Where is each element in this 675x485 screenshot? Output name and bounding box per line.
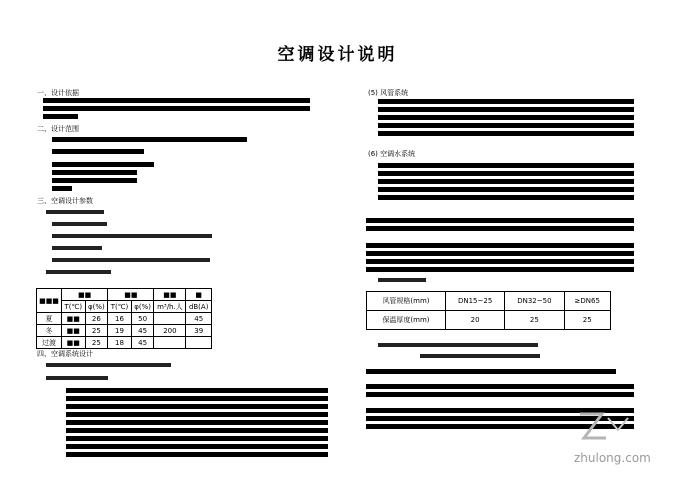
- table-row: 夏 ■■ 26 16 50 45: [37, 313, 212, 325]
- right-subheading: [378, 278, 426, 283]
- outdoor-param-line: [52, 234, 212, 239]
- section-4-body: [66, 388, 328, 457]
- section-1-body-end: [43, 114, 78, 119]
- section-2-item: [52, 137, 247, 142]
- table-row: 过渡 ■■ 25 18 45: [37, 337, 212, 349]
- section-2-heading: 二、设计范围: [37, 125, 79, 133]
- right-section-6-heading: (6) 空调水系统: [368, 150, 416, 158]
- right-section-10-body: [366, 384, 634, 397]
- section-1-heading: 一、设计依据: [37, 89, 79, 97]
- watermark-logo: [572, 408, 642, 448]
- right-section-7-body: [366, 218, 634, 231]
- section-2-item: [52, 186, 72, 191]
- outdoor-param-line: [52, 258, 210, 263]
- outdoor-param-line: [52, 222, 107, 227]
- right-section-5-body: [378, 99, 634, 112]
- outdoor-param-line: [52, 246, 102, 251]
- page-title: 空调设计说明: [277, 45, 398, 65]
- outdoor-params-heading: [46, 210, 104, 215]
- section-2-item: [52, 162, 154, 167]
- table-row: 保温厚度(mm) 20 25 25: [367, 311, 611, 330]
- section-4-heading: 四、空调系统设计: [37, 350, 93, 358]
- right-note-line: [378, 343, 538, 348]
- section-4-item: [46, 363, 171, 368]
- right-section-9-body: [366, 369, 616, 374]
- table-row: 风管规格(mm) DN15~25 DN32~50 ≥DN65: [367, 292, 611, 311]
- section-4-item: [46, 376, 108, 381]
- right-section-8-body: [366, 243, 634, 272]
- watermark-text: zhulong.com: [574, 451, 651, 465]
- section-2-item: [52, 170, 137, 183]
- right-note-line: [420, 354, 540, 359]
- table-row: 冬 ■■ 25 19 45 200 39: [37, 325, 212, 337]
- right-section-5-heading: (5) 风管系统: [368, 89, 409, 97]
- indoor-design-table: ■■■ ■■ ■■ ■■ ■ T(℃) φ(%) T(℃) φ(%) m³/h.人 dB(A) 夏 ■■ 26 16 50 45 冬 ■■ 25 19 45 200 39 过渡 ■■ 25 18 45: [36, 288, 212, 349]
- section-3-heading: 三、空调设计参数: [37, 197, 93, 205]
- section-1-body: [43, 98, 310, 111]
- duct-size-table: [366, 291, 611, 330]
- right-section-5-body: [378, 115, 634, 136]
- indoor-params-heading: [46, 270, 111, 275]
- right-section-6-body: [378, 163, 634, 200]
- section-2-item: [52, 149, 144, 154]
